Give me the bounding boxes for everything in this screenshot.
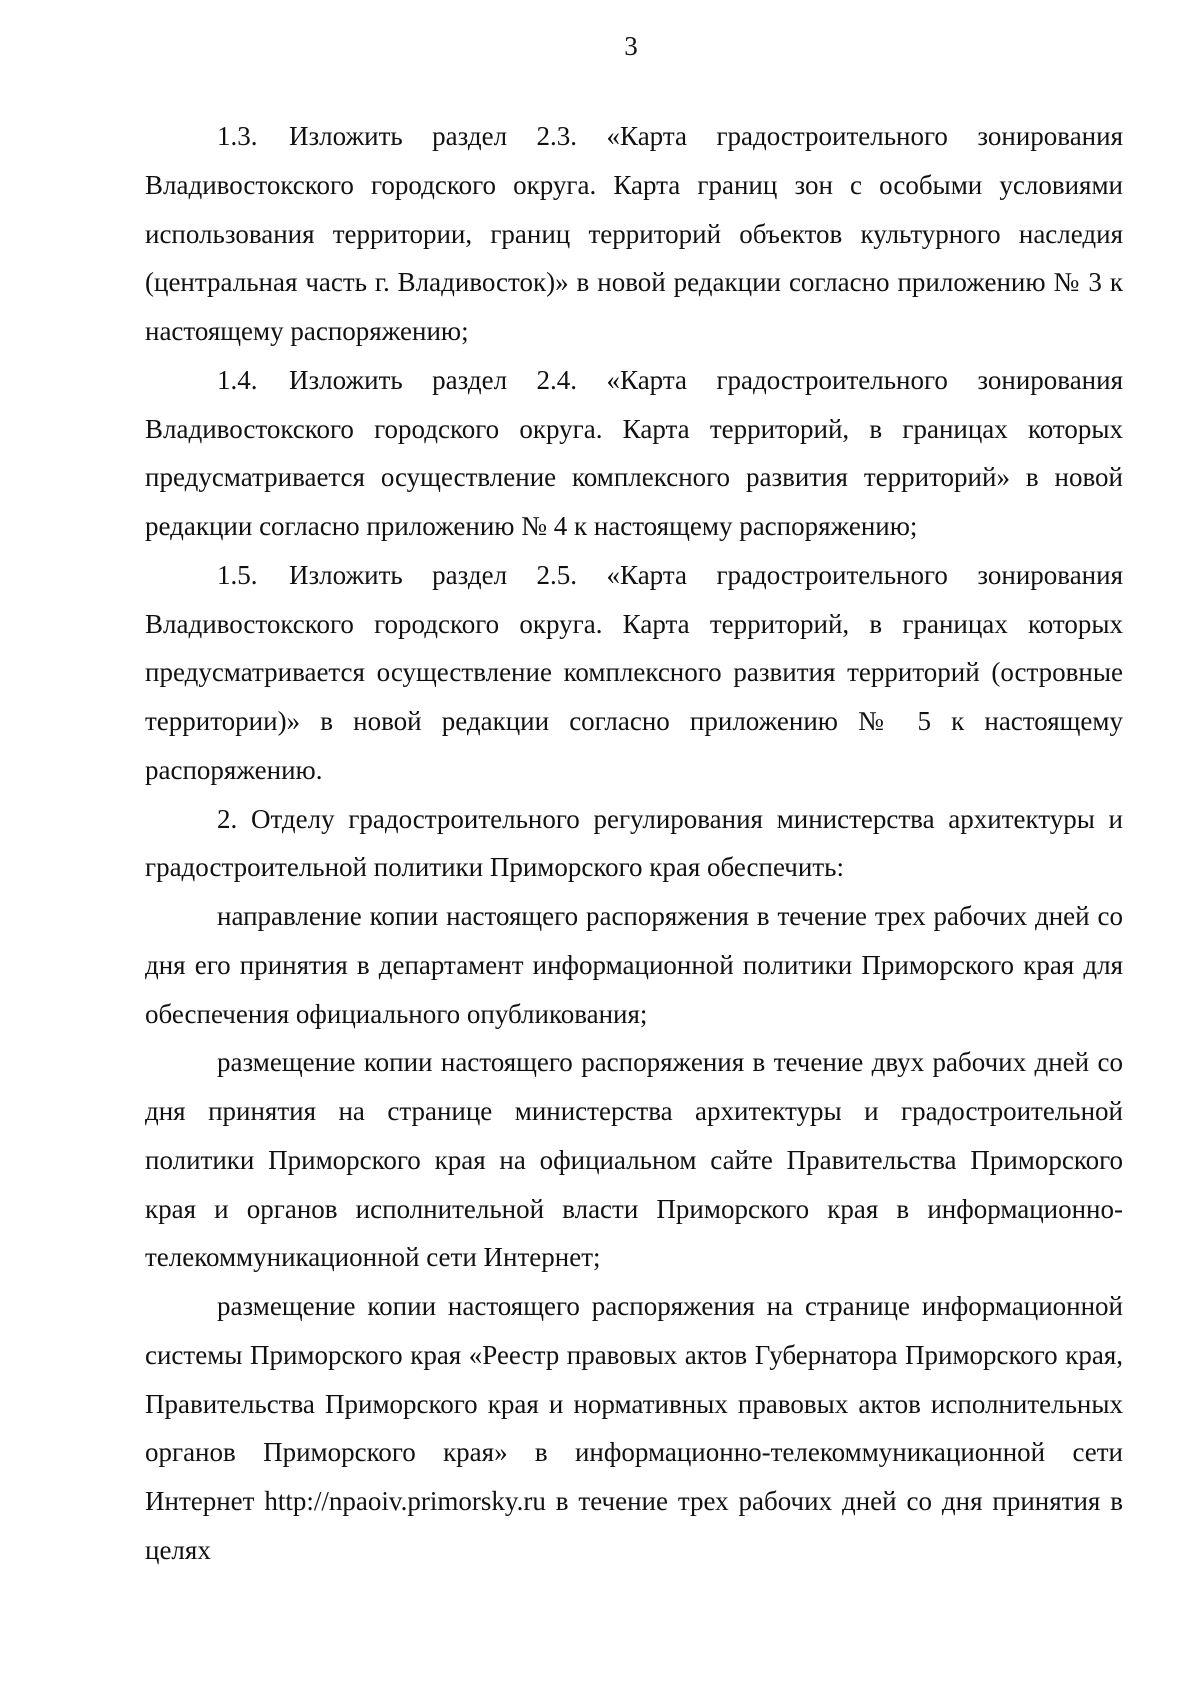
page-number: 3 — [624, 31, 638, 61]
paragraph-2: 2. Отделу градостроительного регулирования министерства архитектуры и градостроительной политики Приморского края обеспечить: — [145, 803, 1123, 883]
paragraph-number: 1.5. — [217, 559, 258, 590]
paragraph-2-item-direction: направление копии настоящего распоряжения в течение трех рабочих дней со дня его принятия в департамент информационной политики Приморского края для обеспечения официального опубликования; — [145, 901, 1123, 1029]
paragraph-2-item-placement-ministry: размещение копии настоящего распоряжения в течение двух рабочих дней со дня принятия на странице министерства архитектуры и градостроительной политики Приморского края на официальном сайте Правительства Приморского края и органов исполнительной власти Приморского края в информационно-телекоммуникационной сети Интернет; — [145, 1047, 1123, 1273]
paragraph-1-4 — [145, 356, 1123, 551]
paragraph-number: 1.4. — [217, 364, 258, 395]
paragraph-text: Изложить раздел 2.3. «Карта градостроительного зонирования Владивостокского городского округа. Карта границ зон с особыми условиями использования территории, границ территорий объектов культурного наследия (центральная часть г. Владивосток)» в новой редакции согласно приложению № 3 к настоящему распоряжению; — [145, 121, 1123, 346]
paragraph-1-3 — [145, 112, 1123, 356]
paragraph-text: Изложить раздел 2.4. «Карта градостроительного зонирования Владивостокского городского округа. Карта территорий, в границах которых предусматривается осуществление комплексного развития территорий» в новой редакции согласно приложению № 4 к настоящему распоряжению; — [145, 364, 1123, 541]
paragraph-text: Изложить раздел 2.5. «Карта градостроительного зонирования Владивостокского городского округа. Карта территорий, в границах которых предусматривается осуществление комплексного развития территорий (островные территории)» в новой редакции согласно приложению № 5 к настоящему распоряжению. — [145, 559, 1123, 785]
paragraph-number: 1.3. — [217, 121, 258, 151]
paragraph-2-item-placement-registry: размещение копии настоящего распоряжения на странице информационной системы Приморского края «Реестр правовых актов Губернатора Приморского края, Правительства Приморского края и нормативных правовых актов исполнительных органов Приморского края» в информационно-телекоммуникационной сети Интернет http://npaoiv.primorsky.ru в течение трех рабочих дней со дня принятия в целях — [145, 1291, 1123, 1565]
paragraph-1-5 — [145, 551, 1123, 795]
document-body — [145, 112, 1123, 1575]
